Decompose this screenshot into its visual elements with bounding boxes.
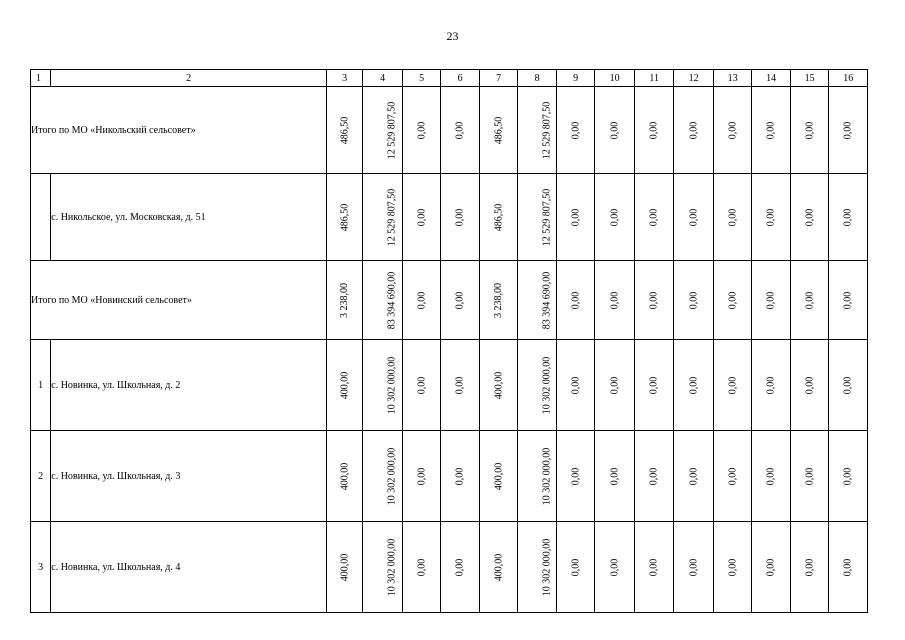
value-cell: 0,00 bbox=[609, 121, 621, 139]
value-cell: 0,00 bbox=[609, 208, 621, 226]
value-cell: 0,00 bbox=[454, 121, 466, 139]
value-cell: 0,00 bbox=[765, 208, 777, 226]
value-cell: 400,00 bbox=[493, 553, 505, 581]
value-cell: 486,50 bbox=[339, 116, 351, 144]
value-cell: 0,00 bbox=[842, 467, 854, 485]
header-cell: 4 bbox=[363, 70, 403, 87]
value-cell: 400,00 bbox=[493, 371, 505, 399]
value-cell: 3 238,00 bbox=[493, 282, 505, 318]
value-cell: 0,00 bbox=[454, 467, 466, 485]
row-label: с. Никольское, ул. Московская, д. 51 bbox=[51, 174, 327, 261]
value-cell: 10 302 000,00 bbox=[386, 447, 398, 505]
row-label: Итого по МО «Новинский сельсовет» bbox=[31, 261, 327, 340]
value-cell: 10 302 000,00 bbox=[541, 447, 553, 505]
value-cell: 0,00 bbox=[765, 467, 777, 485]
header-cell: 13 bbox=[713, 70, 752, 87]
value-cell: 12 529 807,50 bbox=[386, 101, 398, 159]
value-cell: 10 302 000,00 bbox=[541, 356, 553, 414]
row-index: 3 bbox=[31, 522, 51, 613]
header-cell: 7 bbox=[479, 70, 518, 87]
value-cell: 0,00 bbox=[570, 467, 582, 485]
value-cell: 0,00 bbox=[804, 467, 816, 485]
table-row-total bbox=[31, 261, 868, 340]
header-cell: 12 bbox=[674, 70, 714, 87]
row-index: 1 bbox=[31, 340, 51, 431]
value-cell: 486,50 bbox=[339, 203, 351, 231]
header-row bbox=[31, 70, 868, 87]
value-cell: 12 529 807,50 bbox=[541, 188, 553, 246]
value-cell: 0,00 bbox=[765, 121, 777, 139]
value-cell: 0,00 bbox=[570, 121, 582, 139]
value-cell: 0,00 bbox=[688, 376, 700, 394]
table-row-total bbox=[31, 87, 868, 174]
row-label: с. Новинка, ул. Школьная, д. 3 bbox=[51, 431, 327, 522]
value-cell: 0,00 bbox=[648, 208, 660, 226]
value-cell: 0,00 bbox=[765, 291, 777, 309]
value-cell: 0,00 bbox=[416, 376, 428, 394]
value-cell: 0,00 bbox=[804, 291, 816, 309]
header-cell: 6 bbox=[441, 70, 480, 87]
value-cell: 0,00 bbox=[570, 208, 582, 226]
value-cell: 0,00 bbox=[842, 376, 854, 394]
value-cell: 0,00 bbox=[727, 467, 739, 485]
value-cell: 0,00 bbox=[416, 291, 428, 309]
value-cell: 0,00 bbox=[416, 208, 428, 226]
value-cell: 0,00 bbox=[842, 291, 854, 309]
header-cell: 14 bbox=[752, 70, 791, 87]
value-cell: 0,00 bbox=[804, 376, 816, 394]
value-cell: 0,00 bbox=[648, 291, 660, 309]
value-cell: 0,00 bbox=[648, 467, 660, 485]
value-cell: 0,00 bbox=[609, 376, 621, 394]
value-cell: 400,00 bbox=[339, 553, 351, 581]
value-cell: 0,00 bbox=[609, 558, 621, 576]
value-cell: 0,00 bbox=[454, 291, 466, 309]
value-cell: 0,00 bbox=[570, 291, 582, 309]
value-cell: 0,00 bbox=[727, 558, 739, 576]
row-label: Итого по МО «Никольский сельсовет» bbox=[31, 87, 327, 174]
value-cell: 400,00 bbox=[493, 462, 505, 490]
data-table bbox=[30, 69, 868, 613]
value-cell: 0,00 bbox=[765, 376, 777, 394]
value-cell: 0,00 bbox=[804, 121, 816, 139]
header-cell: 9 bbox=[556, 70, 595, 87]
page-number: 23 bbox=[446, 29, 459, 43]
value-cell: 12 529 807,50 bbox=[386, 188, 398, 246]
header-cell: 11 bbox=[634, 70, 674, 87]
value-cell: 0,00 bbox=[842, 121, 854, 139]
value-cell: 83 394 690,00 bbox=[386, 271, 398, 329]
table-row bbox=[31, 340, 868, 431]
value-cell: 0,00 bbox=[648, 121, 660, 139]
value-cell: 0,00 bbox=[609, 467, 621, 485]
table-row bbox=[31, 522, 868, 613]
value-cell: 0,00 bbox=[648, 558, 660, 576]
header-cell: 3 bbox=[326, 70, 362, 87]
value-cell: 83 394 690,00 bbox=[541, 271, 553, 329]
value-cell: 0,00 bbox=[688, 208, 700, 226]
value-cell: 0,00 bbox=[570, 558, 582, 576]
value-cell: 10 302 000,00 bbox=[541, 538, 553, 596]
value-cell: 0,00 bbox=[804, 208, 816, 226]
value-cell: 0,00 bbox=[804, 558, 816, 576]
row-index: 2 bbox=[31, 431, 51, 522]
value-cell: 0,00 bbox=[727, 121, 739, 139]
value-cell: 0,00 bbox=[842, 558, 854, 576]
value-cell: 0,00 bbox=[688, 121, 700, 139]
header-cell: 10 bbox=[595, 70, 635, 87]
row-index bbox=[31, 174, 51, 261]
value-cell: 0,00 bbox=[454, 208, 466, 226]
value-cell: 0,00 bbox=[842, 208, 854, 226]
value-cell: 0,00 bbox=[688, 558, 700, 576]
value-cell: 0,00 bbox=[648, 376, 660, 394]
value-cell: 12 529 807,50 bbox=[541, 101, 553, 159]
value-cell: 400,00 bbox=[339, 371, 351, 399]
value-cell: 0,00 bbox=[416, 558, 428, 576]
header-cell: 2 bbox=[51, 70, 327, 87]
value-cell: 0,00 bbox=[454, 558, 466, 576]
value-cell: 486,50 bbox=[493, 203, 505, 231]
row-label: с. Новинка, ул. Школьная, д. 4 bbox=[51, 522, 327, 613]
value-cell: 0,00 bbox=[727, 291, 739, 309]
value-cell: 0,00 bbox=[454, 376, 466, 394]
table-row bbox=[31, 431, 868, 522]
value-cell: 486,50 bbox=[493, 116, 505, 144]
value-cell: 0,00 bbox=[688, 291, 700, 309]
value-cell: 0,00 bbox=[688, 467, 700, 485]
value-cell: 0,00 bbox=[727, 376, 739, 394]
value-cell: 400,00 bbox=[339, 462, 351, 490]
value-cell: 10 302 000,00 bbox=[386, 356, 398, 414]
value-cell: 0,00 bbox=[416, 467, 428, 485]
value-cell: 3 238,00 bbox=[339, 282, 351, 318]
value-cell: 0,00 bbox=[609, 291, 621, 309]
value-cell: 0,00 bbox=[727, 208, 739, 226]
table-row bbox=[31, 174, 868, 261]
value-cell: 0,00 bbox=[570, 376, 582, 394]
value-cell: 0,00 bbox=[765, 558, 777, 576]
header-cell: 8 bbox=[518, 70, 557, 87]
value-cell: 10 302 000,00 bbox=[386, 538, 398, 596]
header-cell: 15 bbox=[790, 70, 829, 87]
header-cell: 5 bbox=[402, 70, 441, 87]
header-cell: 16 bbox=[829, 70, 868, 87]
value-cell: 0,00 bbox=[416, 121, 428, 139]
header-cell: 1 bbox=[31, 70, 51, 87]
row-label: с. Новинка, ул. Школьная, д. 2 bbox=[51, 340, 327, 431]
